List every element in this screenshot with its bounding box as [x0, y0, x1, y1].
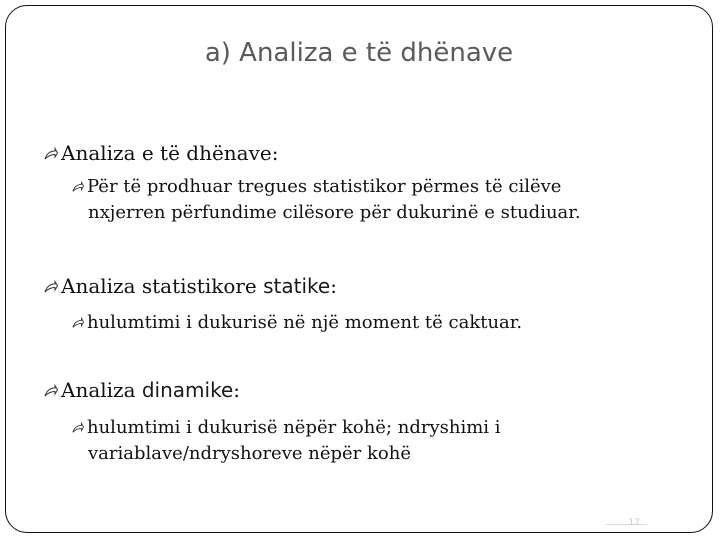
bullet-label-pre: Analiza statistikore: [61, 274, 264, 298]
arrow-bullet-icon: [44, 280, 58, 294]
arrow-bullet-icon: [72, 317, 84, 329]
arrow-bullet-icon: [44, 384, 58, 398]
sub-bullet-line-1: Për të prodhuar tregues statistikor përmes të cilëve: [87, 176, 562, 197]
sub-bullet-prodhuar: [72, 174, 581, 226]
bullet-label: Analiza e të dhënave:: [61, 141, 279, 165]
footer-divider: [606, 524, 646, 525]
bullet-label-emphasis: statike: [263, 274, 331, 298]
arrow-bullet-icon: [72, 422, 84, 434]
bullet-label-post: :: [330, 274, 337, 298]
page-number: 17: [628, 518, 640, 528]
sub-bullet-line-1: hulumtimi i dukurisë në një moment të caktuar.: [87, 312, 523, 333]
bullet-analiza-dinamike: [44, 377, 240, 403]
bullet-label-emphasis: dinamike: [141, 378, 234, 402]
bullet-label-post: :: [233, 378, 241, 402]
slide-title: a) Analiza e të dhënave: [204, 38, 514, 68]
arrow-bullet-icon: [44, 147, 58, 161]
sub-bullet-line-2: variablave/ndryshoreve nëpër kohë: [88, 443, 411, 464]
arrow-bullet-icon: [72, 181, 84, 193]
sub-bullet-moment: [72, 310, 522, 336]
slide-frame: [5, 5, 713, 533]
bullet-analiza-statike: [44, 273, 337, 299]
sub-bullet-line-1: hulumtimi i dukurisë nëpër kohë; ndryshimi i: [87, 417, 501, 438]
bullet-analiza-e-te-dhenave: [44, 140, 278, 166]
sub-bullet-line-2: nxjerren përfundime cilësore për dukurinë e studiuar.: [88, 202, 581, 223]
bullet-label-pre: Analiza: [61, 378, 142, 402]
sub-bullet-nepër-kohe: [72, 415, 501, 467]
